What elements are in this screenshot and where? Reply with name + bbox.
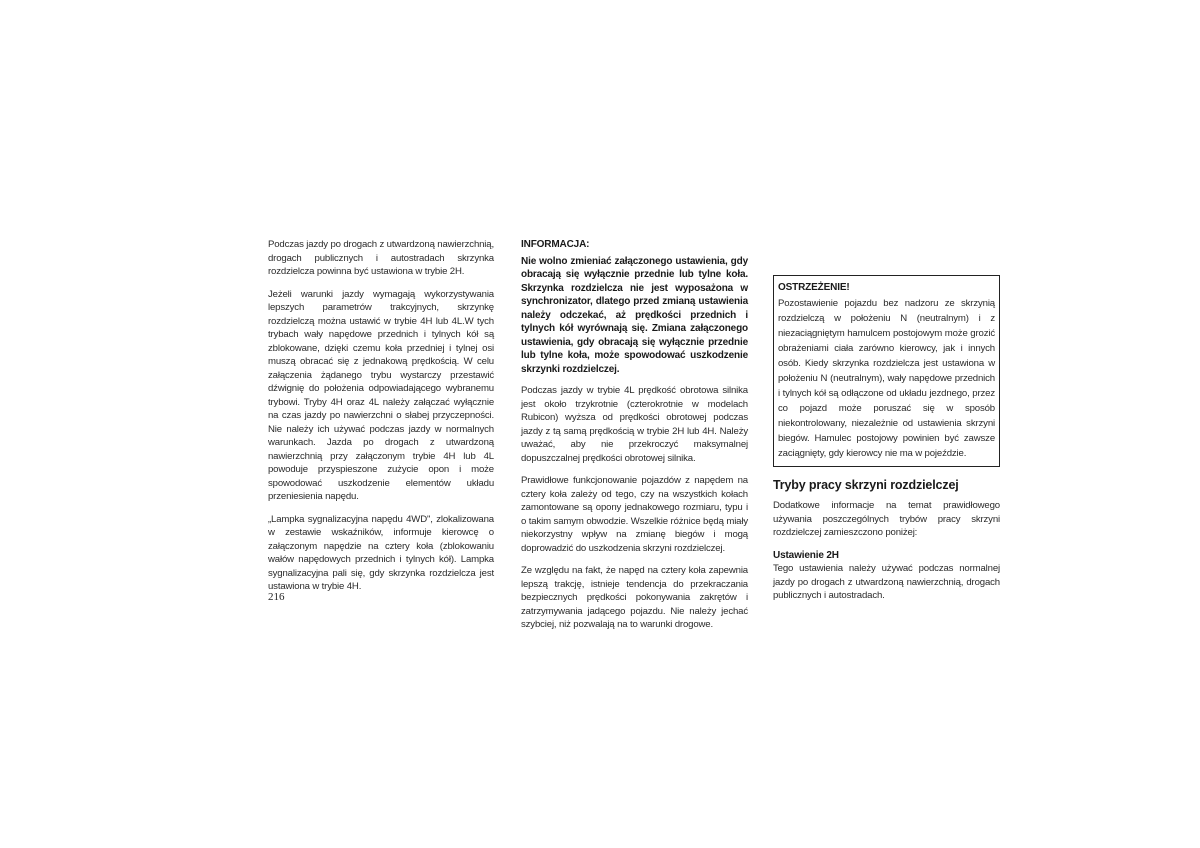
- text-column-right: [773, 275, 1000, 612]
- warning-heading: OSTRZEŻENIE!: [778, 282, 850, 293]
- paragraph: Jeżeli warunki jazdy wymagają wykorzystywania lepszych parametrów trakcyjnych, skrzynkę rozdzielczą można ustawić w trybie 4H lub 4L.W tych trybach wały napędowe przednich i tylnych kół są zblokowane, dzięki czemu koła przedniej i tylnej osi muszą obracać się z jednakową prędkością. W celu załączenia żądanego trybu wystarczy przestawić dźwignię do położenia odpowiadającego wybranemu trybowi. Tryby 4H oraz 4L należy załączać wyłącznie na czas jazdy po nawierzchni o słabej przyczepności. Nie należy ich używać podczas jazdy w normalnych warunkach. Jazda po drogach z utwardzoną nawierzchnią przy załączonym trybie 4H lub 4L powoduje przyspieszone zużycie opon i może spowodować uszkodzenie elementów układu przeniesienia napędu.: [268, 288, 494, 502]
- page-number: 216: [268, 591, 285, 603]
- info-text: Nie wolno zmieniać załączonego ustawienia, gdy obracają się wyłącznie przednie lub tylne koła. Skrzynka rozdzielcza nie jest wyposażona w synchronizator, dlatego przed zmianą ustawienia należy odczekać, aż prędkości przednich i tylnych kół wyrównają się. Zmiana załączonego ustawienia, gdy obracają się wyłącznie przednie lub tylne koła, może spowodować uszkodzenie skrzynki rozdzielczej.: [521, 255, 748, 375]
- info-heading: INFORMACJA:: [521, 239, 590, 250]
- section-intro: Dodatkowe informacje na temat prawidłowego używania poszczególnych trybów pracy skrzyni rozdzielczej zamieszczono poniżej:: [773, 500, 1000, 538]
- subsection-text: Tego ustawienia należy używać podczas normalnej jazdy po drogach z utwardzoną nawierzchnią, drogach publicznych i autostradach.: [773, 563, 1000, 601]
- warning-text: Pozostawienie pojazdu bez nadzoru ze skrzynią rozdzielczą w położeniu N (neutralnym) i z niezaciągniętym hamulcem postojowym może grozić obrażeniami ciała zarówno kierowcy, jak i innych osób. Kiedy skrzynka rozdzielcza jest ustawiona w położeniu N (neutralnym), wały napędowe przednich i tylnych kół są odłączone od układu jezdnego, przez co pojazd może poruszać się w sposób niekontrolowany, niezależnie od ustawienia skrzyni biegów. Hamulec postojowy powinien być zawsze zaciągnięty, gdy kierowcy nie ma w pojeździe.: [778, 297, 995, 459]
- paragraph: Ze względu na fakt, że napęd na cztery koła zapewnia lepszą trakcję, istnieje tendencja do przekraczania bezpiecznych prędkości pokonywania zakrętów i zatrzymywania jadącego pojazdu. Nie należy jechać szybciej, niż pozwalają na to warunki drogowe.: [521, 565, 748, 630]
- paragraph: Podczas jazdy w trybie 4L prędkość obrotowa silnika jest około trzykrotnie (czterokrotnie w modelach Rubicon) wyższa od prędkości obrotowej podczas jazdy z tą samą prędkością w trybie 2H lub 4H. Należy uważać, aby nie przekroczyć maksymalnej dopuszczalnej prędkości obrotowej silnika.: [521, 385, 748, 464]
- warning-box: [773, 275, 1000, 467]
- paragraph: Podczas jazdy po drogach z utwardzoną nawierzchnią, drogach publicznych i autostradach skrzynka rozdzielcza powinna być ustawiona w trybie 2H.: [268, 239, 494, 277]
- subsection-title: Ustawienie 2H: [773, 549, 839, 561]
- paragraph: „Lampka sygnalizacyjna napędu 4WD", zlokalizowana w zestawie wskaźników, informuje kierowcę o załączonym napędzie na cztery koła (zblokowaniu wałów napędowych przednich i tylnych kół). Lampka sygnalizacyjna pali się, gdy skrzynka rozdzielcza jest ustawiona w trybie 4H.: [268, 513, 494, 592]
- text-column-left: [268, 238, 494, 603]
- text-column-middle: [521, 238, 748, 632]
- paragraph: Prawidłowe funkcjonowanie pojazdów z napędem na cztery koła zależy od tego, czy na wszystkich kołach zamontowane są opony jednakowego rozmiaru, typu i o takim samym obwodzie. Wszelkie różnice będą miały niekorzystny wpływ na zmianę biegów i mogą doprowadzić do uszkodzenia skrzyni rozdzielczej.: [521, 475, 748, 554]
- section-title: Tryby pracy skrzyni rozdzielczej: [773, 477, 959, 492]
